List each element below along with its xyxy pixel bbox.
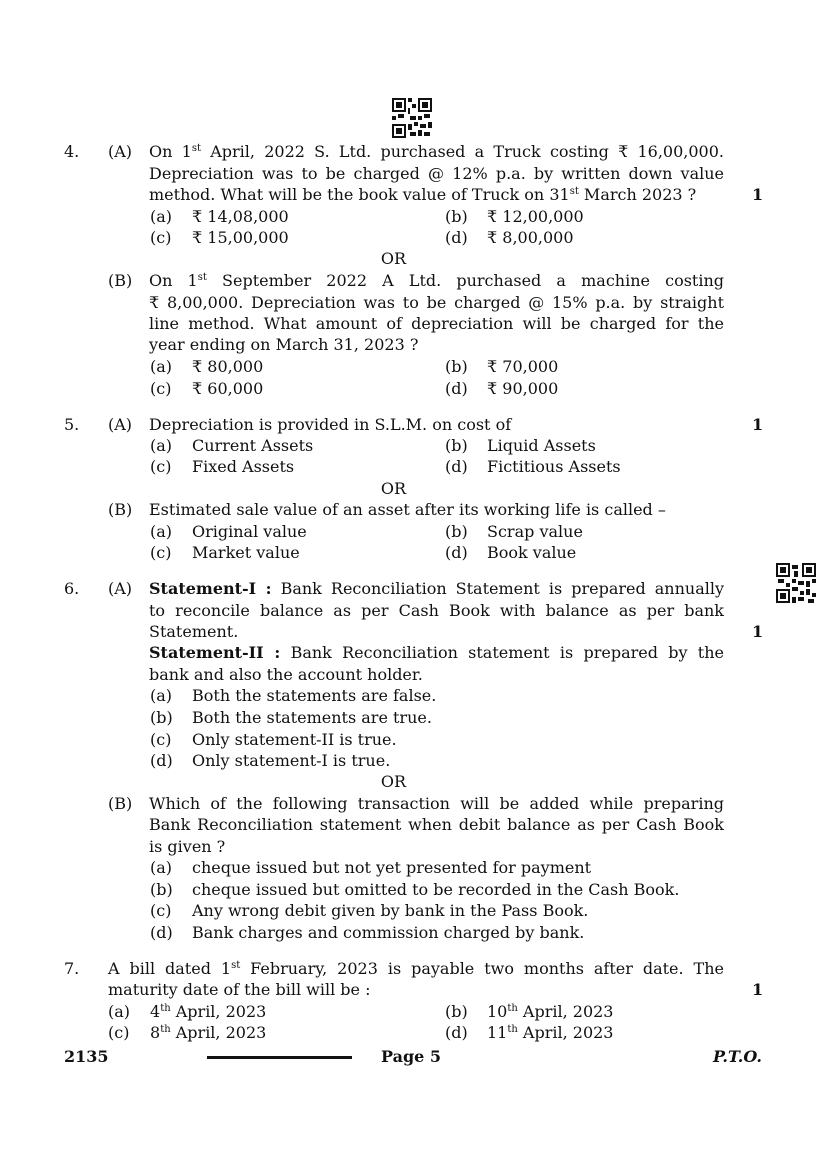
q6-or-divider: OR bbox=[380, 772, 407, 791]
q7-option-b-label: (b) bbox=[445, 1002, 468, 1021]
q5-number: 5. bbox=[64, 415, 80, 434]
q4-b-option-a-text: ₹ 80,000 bbox=[192, 357, 264, 376]
q4-number: 4. bbox=[64, 142, 80, 161]
q4-b-option-d-label: (d) bbox=[445, 379, 468, 398]
q4-marks: 1 bbox=[752, 185, 764, 204]
q6-b-option-a-text: cheque issued but not yet presented for payment bbox=[192, 858, 592, 877]
q6-a-statement-1-line-1: Statement-I : Bank Reconciliation Statement is prepared annually bbox=[149, 579, 725, 598]
q6-b-option-c-text: Any wrong debit given by bank in the Pass Book. bbox=[192, 901, 589, 920]
q5-b-option-a-label: (a) bbox=[150, 522, 173, 541]
q5-a-option-c-label: (c) bbox=[150, 457, 172, 476]
q7-option-c-text: 8th April, 2023 bbox=[150, 1023, 267, 1042]
q5-a-line-1: Depreciation is provided in S.L.M. on cost of bbox=[149, 415, 512, 434]
q5-part-b-label: (B) bbox=[108, 500, 133, 519]
q5-b-option-a-text: Original value bbox=[192, 522, 307, 541]
q4-a-line-1: On 1st April, 2022 S. Ltd. purchased a Truck costing ₹ 16,00,000. bbox=[149, 142, 725, 161]
q7-number: 7. bbox=[64, 959, 80, 978]
q4-a-option-b-text: ₹ 12,00,000 bbox=[487, 207, 584, 226]
q6-b-option-b-label: (b) bbox=[150, 880, 173, 899]
q4-b-option-a-label: (a) bbox=[150, 357, 173, 376]
q5-a-option-d-label: (d) bbox=[445, 457, 468, 476]
q6-number: 6. bbox=[64, 579, 80, 598]
q4-or-divider: OR bbox=[380, 249, 407, 268]
q6-part-b-label: (B) bbox=[108, 794, 133, 813]
q6-b-option-a-label: (a) bbox=[150, 858, 173, 877]
q4-a-option-c-text: ₹ 15,00,000 bbox=[192, 228, 289, 247]
q4-b-line-4: year ending on March 31, 2023 ? bbox=[149, 335, 419, 354]
q6-a-option-d-label: (d) bbox=[150, 751, 173, 770]
statement-2-heading: Statement-II : bbox=[149, 643, 281, 662]
q6-b-line-2: Bank Reconciliation statement when debit balance as per Cash Book bbox=[149, 815, 724, 834]
q7-marks: 1 bbox=[752, 980, 764, 999]
q6-a-option-a-text: Both the statements are false. bbox=[192, 686, 437, 705]
q4-a-line-3: method. What will be the book value of Truck on 31st March 2023 ? bbox=[149, 185, 697, 204]
q4-b-line-2: ₹ 8,00,000. Depreciation was to be charged @ 15% p.a. by straight bbox=[149, 293, 724, 312]
q6-a-option-a-label: (a) bbox=[150, 686, 173, 705]
q5-a-option-d-text: Fictitious Assets bbox=[487, 457, 621, 476]
q4-a-option-b-label: (b) bbox=[445, 207, 468, 226]
q6-a-option-c-label: (c) bbox=[150, 730, 172, 749]
q5-a-option-b-label: (b) bbox=[445, 436, 468, 455]
q6-a-statement-1-line-2: to reconcile balance as per Cash Book with balance as per bank bbox=[149, 601, 724, 620]
q4-b-option-b-text: ₹ 70,000 bbox=[487, 357, 559, 376]
q5-marks: 1 bbox=[752, 415, 764, 434]
q5-b-option-c-label: (c) bbox=[150, 543, 172, 562]
q6-a-statement-2-line-2: bank and also the account holder. bbox=[149, 665, 423, 684]
q5-part-a-label: (A) bbox=[108, 415, 133, 434]
q5-b-line-1: Estimated sale value of an asset after its working life is called – bbox=[149, 500, 666, 519]
side-qr-code-icon bbox=[776, 563, 816, 603]
q5-a-option-a-text: Current Assets bbox=[192, 436, 314, 455]
q6-a-option-d-text: Only statement-I is true. bbox=[192, 751, 391, 770]
q7-option-d-text: 11th April, 2023 bbox=[487, 1023, 614, 1042]
q7-line-2: maturity date of the bill will be : bbox=[108, 980, 371, 999]
q5-a-option-c-text: Fixed Assets bbox=[192, 457, 295, 476]
q4-b-line-1: On 1st September 2022 A Ltd. purchased a machine costing bbox=[149, 271, 725, 290]
q6-a-option-b-label: (b) bbox=[150, 708, 173, 727]
q6-b-option-d-text: Bank charges and commission charged by bank. bbox=[192, 923, 585, 942]
q5-or-divider: OR bbox=[380, 479, 407, 498]
footer-rule bbox=[207, 1056, 352, 1059]
q6-a-statement-1-line-3: Statement. bbox=[149, 622, 239, 641]
q6-b-option-d-label: (d) bbox=[150, 923, 173, 942]
q4-b-option-c-text: ₹ 60,000 bbox=[192, 379, 264, 398]
q5-b-option-d-text: Book value bbox=[487, 543, 577, 562]
q5-a-option-b-text: Liquid Assets bbox=[487, 436, 596, 455]
q4-a-option-a-label: (a) bbox=[150, 207, 173, 226]
statement-1-heading: Statement-I : bbox=[149, 579, 272, 598]
q4-a-option-d-text: ₹ 8,00,000 bbox=[487, 228, 574, 247]
q4-b-line-3: line method. What amount of depreciation will be charged for the bbox=[149, 314, 724, 333]
q7-option-d-label: (d) bbox=[445, 1023, 468, 1042]
q4-a-line-2: Depreciation was to be charged @ 12% p.a. by written down value bbox=[149, 164, 724, 183]
q6-b-line-3: is given ? bbox=[149, 837, 226, 856]
top-qr-code-icon bbox=[392, 98, 432, 138]
pto-label: P.T.O. bbox=[713, 1047, 762, 1066]
q6-a-option-b-text: Both the statements are true. bbox=[192, 708, 432, 727]
q4-b-option-b-label: (b) bbox=[445, 357, 468, 376]
q5-b-option-b-text: Scrap value bbox=[487, 522, 583, 541]
q7-option-c-label: (c) bbox=[108, 1023, 130, 1042]
q4-part-a-label: (A) bbox=[108, 142, 133, 161]
q5-b-option-d-label: (d) bbox=[445, 543, 468, 562]
q4-a-option-a-text: ₹ 14,08,000 bbox=[192, 207, 289, 226]
q7-option-b-text: 10th April, 2023 bbox=[487, 1002, 614, 1021]
q5-b-option-c-text: Market value bbox=[192, 543, 300, 562]
q6-a-statement-2-line-1: Statement-II : Bank Reconciliation statement is prepared by the bbox=[149, 643, 724, 662]
q4-a-option-d-label: (d) bbox=[445, 228, 468, 247]
q5-b-option-b-label: (b) bbox=[445, 522, 468, 541]
page-number: Page 5 bbox=[381, 1047, 442, 1066]
q4-b-option-d-text: ₹ 90,000 bbox=[487, 379, 559, 398]
paper-code: 2135 bbox=[64, 1047, 109, 1066]
q6-b-option-c-label: (c) bbox=[150, 901, 172, 920]
q4-b-option-c-label: (c) bbox=[150, 379, 172, 398]
q6-marks: 1 bbox=[752, 622, 764, 641]
q7-option-a-label: (a) bbox=[108, 1002, 131, 1021]
q6-a-option-c-text: Only statement-II is true. bbox=[192, 730, 397, 749]
q6-part-a-label: (A) bbox=[108, 579, 133, 598]
q7-option-a-text: 4th April, 2023 bbox=[150, 1002, 267, 1021]
q4-part-b-label: (B) bbox=[108, 271, 133, 290]
q7-line-1: A bill dated 1st February, 2023 is payable two months after date. The bbox=[108, 959, 724, 978]
q6-b-option-b-text: cheque issued but omitted to be recorded in the Cash Book. bbox=[192, 880, 680, 899]
q6-b-line-1: Which of the following transaction will be added while preparing bbox=[149, 794, 724, 813]
q5-a-option-a-label: (a) bbox=[150, 436, 173, 455]
q4-a-option-c-label: (c) bbox=[150, 228, 172, 247]
